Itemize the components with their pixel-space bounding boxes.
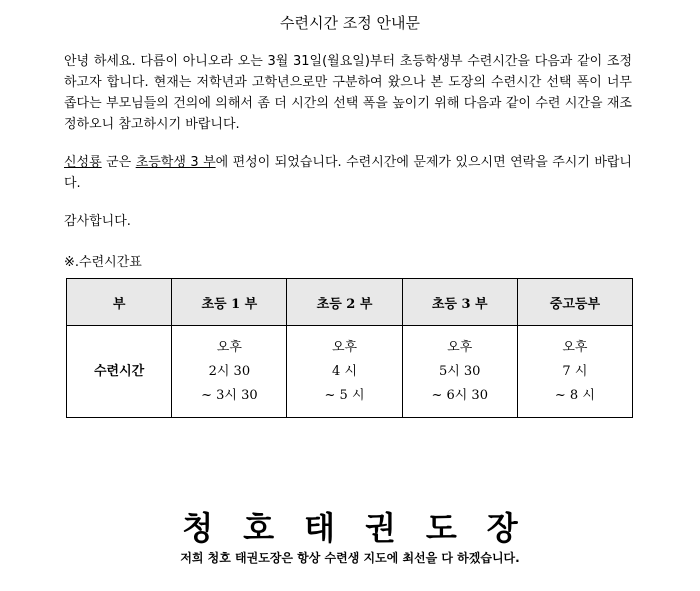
assignment-text-rest: 에 편성이 되었습니다. 수련시간에 문제가 있으시면 연락을 주시기 바랍니다. [64,155,632,191]
cell-period: 오후 [216,339,242,355]
cell-start: 5시 30 [438,363,481,379]
student-name: 신성룡 [64,155,102,170]
schedule-cell-elementary-1 [172,326,287,418]
header-elementary-3: 초등 3 부 [402,279,517,326]
dojo-motto: 저희 청호 태권도장은 항상 수련생 지도에 최선을 다 하겠습니다. [180,551,520,565]
closing-text: 감사합니다. [64,214,131,229]
cell-period: 오후 [562,339,588,355]
schedule-cell-middle-high [517,326,632,418]
cell-start: 4 시 [332,363,358,379]
schedule-cell-elementary-2 [287,326,402,418]
cell-end: ~ 8 시 [554,387,595,403]
dojo-name: 청호태권도장 [182,509,548,547]
cell-period: 오후 [447,339,473,355]
header-division: 부 [67,279,172,326]
intro-paragraph: 안녕 하세요. 다름이 아니오라 오는 3월 31일(월요일)부터 초등학생부 수련시간을 다음과 같이 조정 하고자 합니다. 현재는 저학년과 고학년으로만 구분하여 왔으나 본 도장의 수련시간 선택 폭이 너무 좁다는 부모님들의 건의에 의해서 좀 더 시간의 선택 폭을 높이기 위해 다음과 같이 수련 시간을 재조정하오니 참고하시기 바랍니다. [64,54,632,132]
header-middle-high: 중고등부 [517,279,632,326]
header-elementary-1: 초등 1 부 [172,279,287,326]
schedule-cell-elementary-3 [402,326,517,418]
cell-end: ~ 3시 30 [201,387,258,403]
cell-end: ~ 6시 30 [431,387,488,403]
cell-start: 7 시 [562,363,588,379]
cell-period: 오후 [331,339,358,355]
schedule-table [66,278,633,418]
row-label-training-time: 수련시간 [67,326,172,418]
assignment-paragraph [64,152,632,194]
assignment-text-mid: 군은 [101,155,136,170]
table-caption: ※.수련시간표 [64,255,142,270]
document-title: 수련시간 조정 안내문 [280,14,420,32]
table-header-row [67,279,633,326]
assigned-group: 초등학생 3 부 [135,155,216,170]
table-row [67,326,633,418]
header-elementary-2: 초등 2 부 [287,279,402,326]
cell-start: 2시 30 [208,363,251,379]
cell-end: ~ 5 시 [324,387,365,403]
